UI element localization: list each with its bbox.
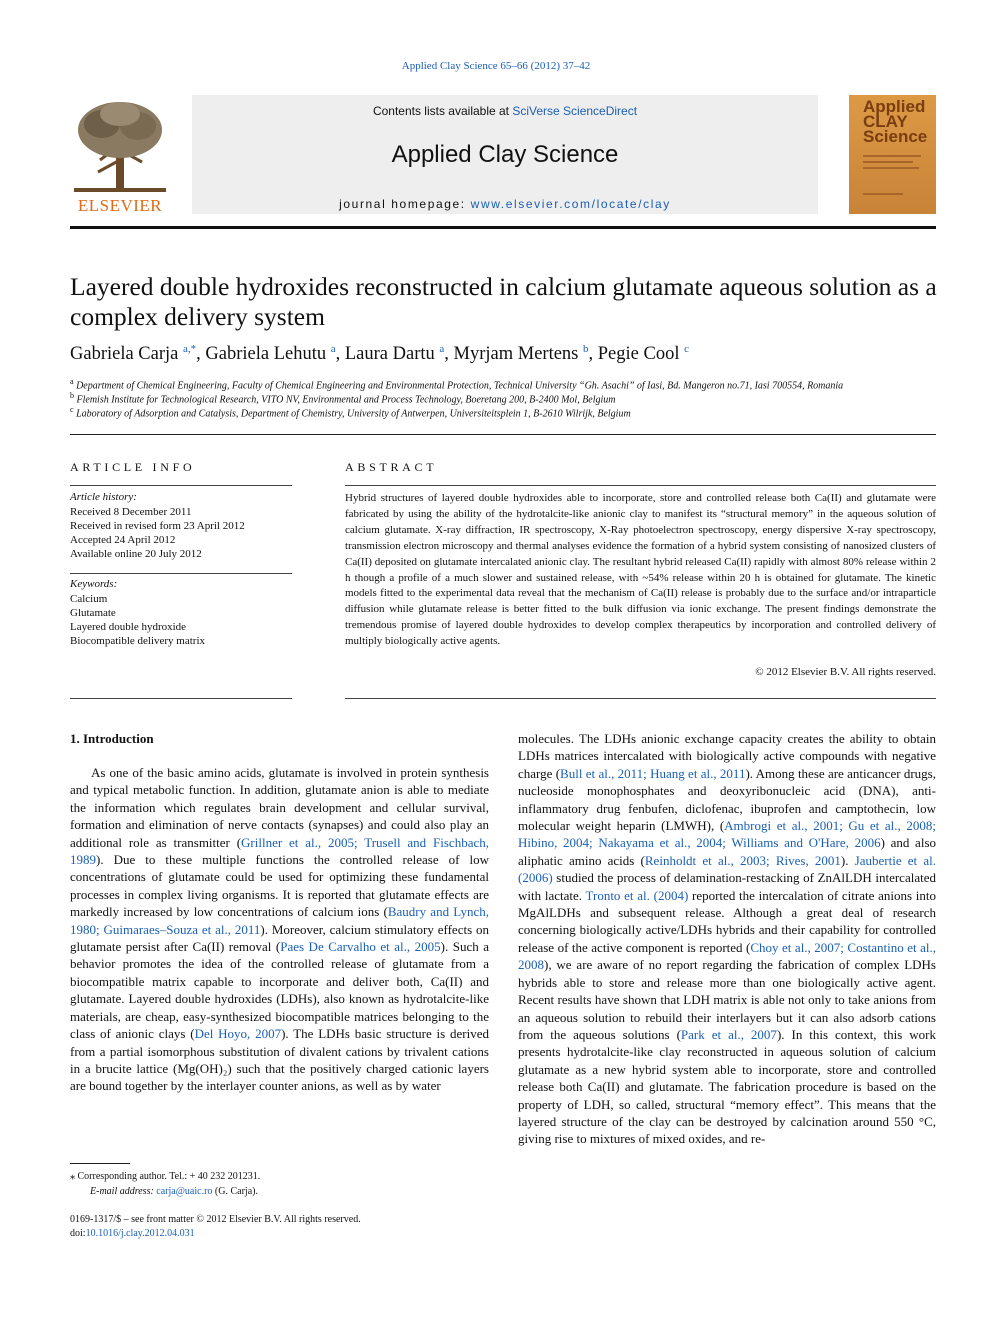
corresponding-author-note: ⁎ Corresponding author. Tel.: + 40 232 201231.	[70, 1171, 261, 1182]
author-affiliation-marker[interactable]: b	[583, 343, 589, 355]
citation-link[interactable]: Paes De Carvalho et al., 2005	[280, 939, 441, 955]
body-text: ). Moreover, calcium stimulatory effects on glutamate persist after Ca(II) removal (	[70, 921, 489, 955]
affiliation-a: $^a$ Department of Chemical Engineering, Faculty of Chemical Engineering and Environmental Protection, Technical University “Gh. Asachi” of Iasi, Bd. Mangeron no.71, Iasi 700554, Romania	[70, 377, 844, 392]
keyword: Glutamate	[70, 607, 116, 619]
author-affiliation-marker[interactable]: a	[439, 343, 445, 355]
history-accepted: Accepted 24 April 2012	[70, 534, 176, 546]
abstract-rule	[345, 485, 936, 486]
journal-citation[interactable]: Applied Clay Science 65–66 (2012) 37–42	[401, 60, 591, 72]
body-text: ). In this context, this work presents hydrotalcite-like clay reconstructed in aqueous solution of calcium glutamate as a new hybrid system able to incorporate, store and controlled release both Ca(II) and glutamate. The fabrication procedure is based on the property of LDH, so called, structural “memory effect”. This means that the layered structure of the clay can be destroyed by calcination around 550 °C, giving rise to mixtures of mixed oxides, and re-	[518, 1026, 936, 1147]
intro-column-left	[70, 764, 489, 1095]
citation-link[interactable]: Baudry and Lynch, 1980; Guimaraes–Souza et al., 2011	[70, 904, 489, 937]
body-text: ). Such a behavior promotes the idea of the controlled release of glutamate from a biocompatible matrix capable to incorporate and deliver both, Ca(II) and glutamate. Layered double hydroxides (LDHs), also known as hydrotalcite-like materials, are cheap, easy-synthesized biocompatible matrices belonging to the class of anionic clays (	[70, 939, 490, 1042]
elsevier-wordmark: ELSEVIER	[77, 196, 163, 215]
author-affiliation-marker[interactable]: a,*	[183, 343, 197, 355]
email-note: E-mail address: carja@uaic.ro (G. Carja).	[90, 1186, 258, 1197]
journal-homepage	[192, 197, 818, 211]
doi-link[interactable]: 10.1016/j.clay.2012.04.031	[85, 1228, 195, 1239]
body-text: ), we are aware of no report regarding the fabrication of complex LDHs hybrids able to store and release more than one biologically active agent. Recent results have shown that LDH matrix is able not only to take anions from an aqueous solution to rebuild their interlayers but it can also adsorb cations from the aqueous solutions (	[518, 957, 936, 1042]
intro-column-right	[518, 730, 936, 1148]
history-online: Available online 20 July 2012	[70, 548, 202, 560]
contents-prefix: Contents lists available at	[372, 104, 513, 118]
abstract-bottom-rule	[345, 698, 936, 699]
author-list: Gabriela Carja $^{a,*}$, Gabriela Lehutu $^a$, Laura Dartu $^a$, Myrjam Mertens $^b$, Pegie Cool $^c$	[70, 343, 689, 365]
body-text: ) and also aliphatic amino acids (	[518, 835, 937, 868]
header-rule	[70, 226, 936, 229]
history-received: Received 8 December 2011	[70, 506, 192, 518]
article-title: Layered double hydroxides reconstructed in calcium glutamate aqueous solution as a complex delivery system	[70, 272, 937, 331]
journal-title: Applied Clay Science	[391, 141, 619, 168]
article-info-rule	[70, 485, 292, 486]
keyword: Calcium	[70, 593, 108, 605]
body-text: reported the intercalation of citrate anions into MgAlLDHs and subsequent release. Although a great deal of research concerning biologically active/LDHs hybrids and their capability for controlled release of the active component is reported (	[518, 887, 936, 955]
cover-title: Applied CLAY Science	[863, 97, 928, 146]
affiliation-b: $^b$ Flemish Institute for Technological Research, VITO NV, Environmental and Process Technology, Boeretang 200, B-2400 Mol, Belgium	[70, 391, 616, 406]
citation-link[interactable]: Del Hoyo, 2007	[194, 1026, 282, 1042]
citation-link[interactable]: Tronto et al. (2004)	[585, 887, 689, 903]
keyword: Layered double hydroxide	[70, 621, 187, 633]
body-text: ). Due to these multiple functions the controlled release of low concentrations of glutamate could be used for optimizing these fundamental processes in complex living organisms. It is reported that glutamate effects are markedly increased by low concentrations of calcium ions (	[70, 852, 489, 920]
section-rule	[70, 434, 936, 435]
history-label: Article history:	[70, 491, 137, 503]
journal-cover-thumbnail[interactable]	[849, 95, 936, 214]
abstract-text: Hybrid structures of layered double hydroxides able to incorporate, store and controlled release both Ca(II) and glutamate were fabricated by using the ability of the hydrotalcite-like anionic clay to manifest its “structural memory” in the aqueous solution of calcium glutamate. X-ray diffraction, IR spectroscopy, X-Ray photoelectron spectroscopy, energy dispersive X-ray spectroscopy, transmission electron microscopy and thermal analyses evidence the formation of a hybrid system consisting of nanosized clusters of Ca(II) deposited on glutamate intercalated anionic clay. The resultant hybrid released Ca(II) rapidly with almost 80% release within 2 h though a profile of a much slower and sustained release, with ~54% release within 20 h is obtained for glutamate. The kinetic models fitted to the experimental data reveal that the mechanism of Ca(II) release is probably due to the surface and/or intraparticle diffusion while glutamate release is better fitted to the bulk diffusion via ionic exchange. The present findings demonstrate the tremendous promise of layered double hydroxides to develop complex therapeutics by incorporation and controlled delivery of multiply biologically active agents.	[345, 492, 936, 648]
email-link[interactable]: carja@uaic.ro	[156, 1186, 213, 1197]
body-text: studied the process of delamination-restacking of ZnAlLDH intercalated with lactate.	[518, 870, 936, 903]
body-text: ).	[840, 852, 855, 868]
citation-link[interactable]: Grillner et al., 2005; Trusell and Fischbach, 1989	[70, 834, 489, 868]
abstract-heading: ABSTRACT	[345, 460, 438, 474]
doi-line: doi:10.1016/j.clay.2012.04.031	[70, 1228, 195, 1239]
keyword: Biocompatible delivery matrix	[70, 635, 206, 647]
author: Gabriela Carja $^{a,*}$	[70, 343, 197, 365]
article-info-heading: ARTICLE INFO	[70, 460, 196, 474]
issn-line: 0169-1317/$ – see front matter © 2012 Elsevier B.V. All rights reserved.	[70, 1214, 361, 1225]
affiliation-c: $^c$ Laboratory of Adsorption and Catalysis, Department of Chemistry, University of Antwerpen, Universiteitsplein 1, B-2610 Wilrijk, Belgium	[70, 405, 631, 420]
citation-link[interactable]: Bull et al., 2011; Huang et al., 2011	[560, 765, 746, 781]
footnote-rule	[70, 1163, 130, 1164]
author: Laura Dartu $^a$	[344, 343, 445, 365]
author: Pegie Cool $^c$	[597, 343, 689, 365]
citation-link[interactable]: Park et al., 2007	[680, 1026, 777, 1042]
citation-link[interactable]: Reinholdt et al., 2003; Rives, 2001	[644, 852, 841, 868]
introduction-heading: 1. Introduction	[70, 731, 154, 746]
citation-link[interactable]: Choy et al., 2007; Costantino et al., 2008	[518, 939, 936, 973]
body-text: ). The LDHs basic structure is derived from a partial isomorphous substitution of divalent cations by trivalent cations in a brucite lattice (Mg(OH)₂) such that the positively charged cationic layers are bound together by the interlayer counter anions, as well as by water	[70, 1026, 489, 1094]
body-text: As one of the basic amino acids, glutamate is involved in protein synthesis and typical metabolic function. In addition, glutamate anion is able to mediate the information which regulates brain development and cellular survival, formation and elimination of nerve contacts (synapses) and could also play an additional role as transmitter (	[70, 765, 489, 850]
homepage-link[interactable]: www.elsevier.com/locate/clay	[470, 197, 671, 211]
author: Myrjam Mertens $^b$	[453, 343, 589, 365]
citation-link[interactable]: Jaubertie et al. (2006)	[518, 852, 936, 886]
keywords-label: Keywords:	[70, 578, 118, 590]
body-text: molecules. The LDHs anionic exchange capacity creates the ability to obtain LDHs matrices intercalated with biologically active compounds with negative charge (	[518, 731, 936, 781]
sciencedirect-link[interactable]: SciVerse ScienceDirect	[512, 104, 638, 118]
history-revised: Received in revised form 23 April 2012	[70, 520, 245, 532]
body-text: ). Among these are anticancer drugs, nucleoside monophosphates and deoxyribonucleic acid (DNA), anti-inflammatory drug fenbufen, diclofenac, ibuprofen and camptothecin, low molecular weight heparin (LMWH), (	[518, 765, 936, 834]
keywords-rule	[70, 573, 292, 574]
author-affiliation-marker[interactable]: c	[684, 343, 689, 355]
contents-line	[192, 104, 818, 118]
citation-link[interactable]: Ambrogi et al., 2001; Gu et al., 2008; Hibino, 2004; Nakayama et al., 2004; Williams and O'Hare, 2006	[518, 818, 936, 851]
article-info-bottom-rule	[70, 698, 292, 699]
copyright-line: © 2012 Elsevier B.V. All rights reserved.	[755, 666, 936, 678]
author: Gabriela Lehutu $^a$	[205, 343, 336, 365]
author-affiliation-marker[interactable]: a	[330, 343, 336, 355]
homepage-prefix: journal homepage:	[339, 197, 471, 211]
